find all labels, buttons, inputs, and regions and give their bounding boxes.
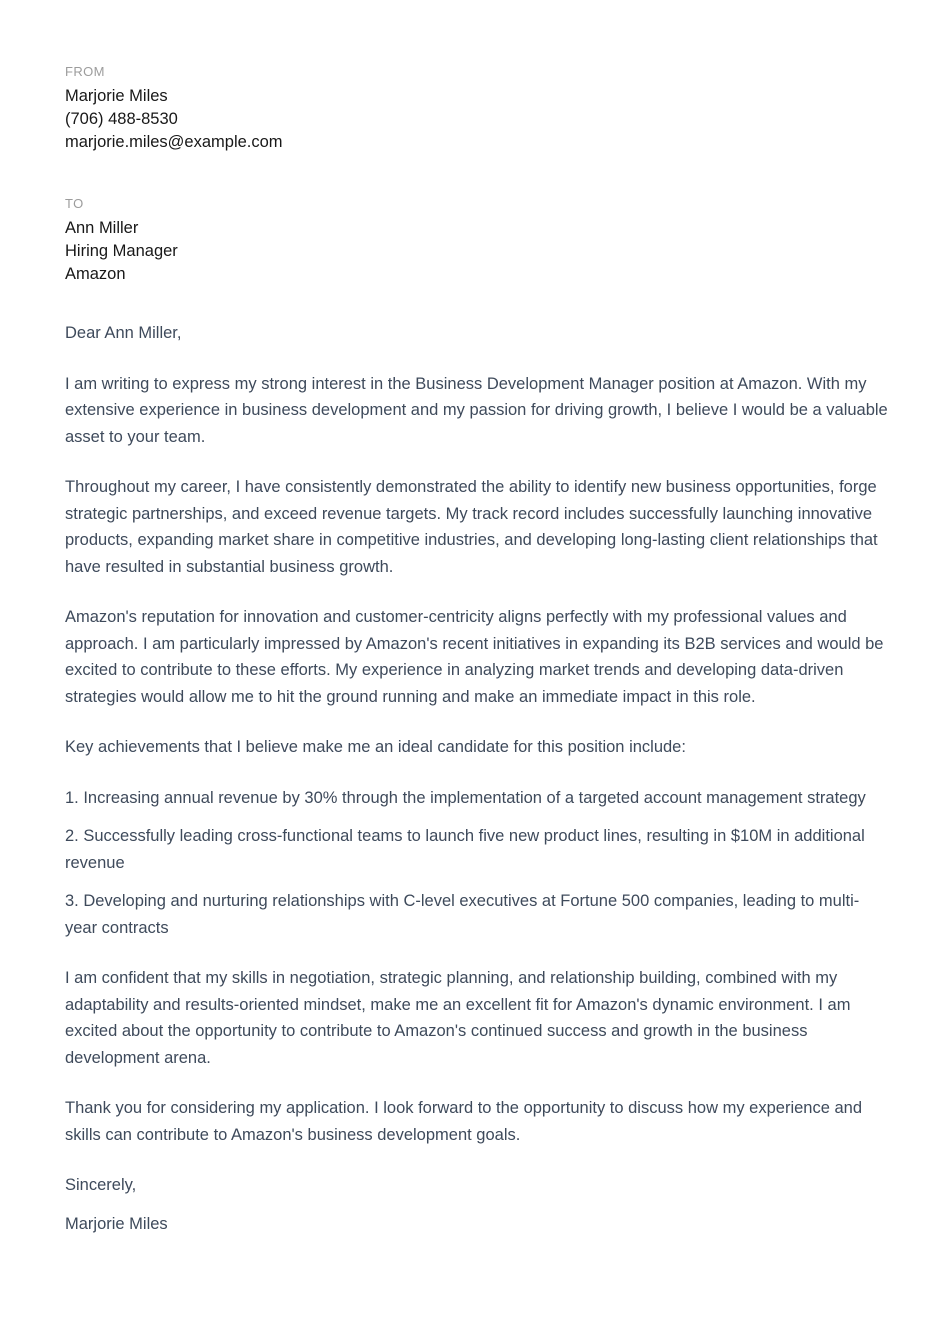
sender-phone: (706) 488-8530 (65, 110, 178, 128)
achievement-item: 2. Successfully leading cross-functional teams to launch five new product lines, resulting in $10M in additional revenue (65, 827, 865, 872)
letter-header (65, 64, 890, 286)
body-paragraph: Amazon's reputation for innovation and customer-centricity aligns perfectly with my professional values and approach. I am particularly impressed by Amazon's recent initiatives in expanding its B2B services and would be excited to contribute to these efforts. My experience in analyzing market trends and developing data-driven strategies would allow me to hit the ground running and make an immediate impact in this role. (65, 608, 884, 706)
recipient-company: Amazon (65, 265, 126, 283)
achievement-item: 1. Increasing annual revenue by 30% through the implementation of a targeted account management strategy (65, 788, 866, 807)
sender-name: Marjorie Miles (65, 87, 168, 105)
sender-block (65, 64, 890, 154)
recipient-title: Hiring Manager (65, 242, 178, 260)
recipient-block (65, 196, 890, 286)
sign-off: Sincerely, (65, 1176, 137, 1194)
recipient-name: Ann Miller (65, 219, 139, 237)
body-paragraph: Thank you for considering my application. I look forward to the opportunity to discuss how my experience and skills can contribute to Amazon's business development goals. (65, 1099, 863, 1144)
achievement-item: 3. Developing and nurturing relationships with C-level executives at Fortune 500 companies, leading to multi-year contracts (65, 892, 860, 937)
to-label: TO (65, 196, 84, 211)
body-paragraph: I am writing to express my strong interest in the Business Development Manager position at Amazon. With my extensive experience in business development and my passion for driving growth, I believe I would be a valuable asset to your team. (65, 374, 888, 446)
body-paragraph: I am confident that my skills in negotiation, strategic planning, and relationship building, combined with my adaptability and results-oriented mindset, make me an excellent fit for Amazon's dynamic environment. I am excited about the opportunity to contribute to Amazon's continued success and growth in the business development arena. (65, 969, 851, 1067)
greeting: Dear Ann Miller, (65, 324, 182, 342)
body-paragraph: Throughout my career, I have consistently demonstrated the ability to identify new business opportunities, forge strategic partnerships, and exceed revenue targets. My track record includes successfully launching innovative products, expanding market share in competitive industries, and developing long-lasting client relationships that have resulted in substantial business growth. (65, 478, 878, 576)
sender-email: marjorie.miles@example.com (65, 133, 283, 151)
list-intro-paragraph: Key achievements that I believe make me an ideal candidate for this position include: (65, 738, 686, 756)
letter-body (65, 320, 890, 1237)
from-label: FROM (65, 64, 105, 79)
signature-name: Marjorie Miles (65, 1214, 168, 1233)
